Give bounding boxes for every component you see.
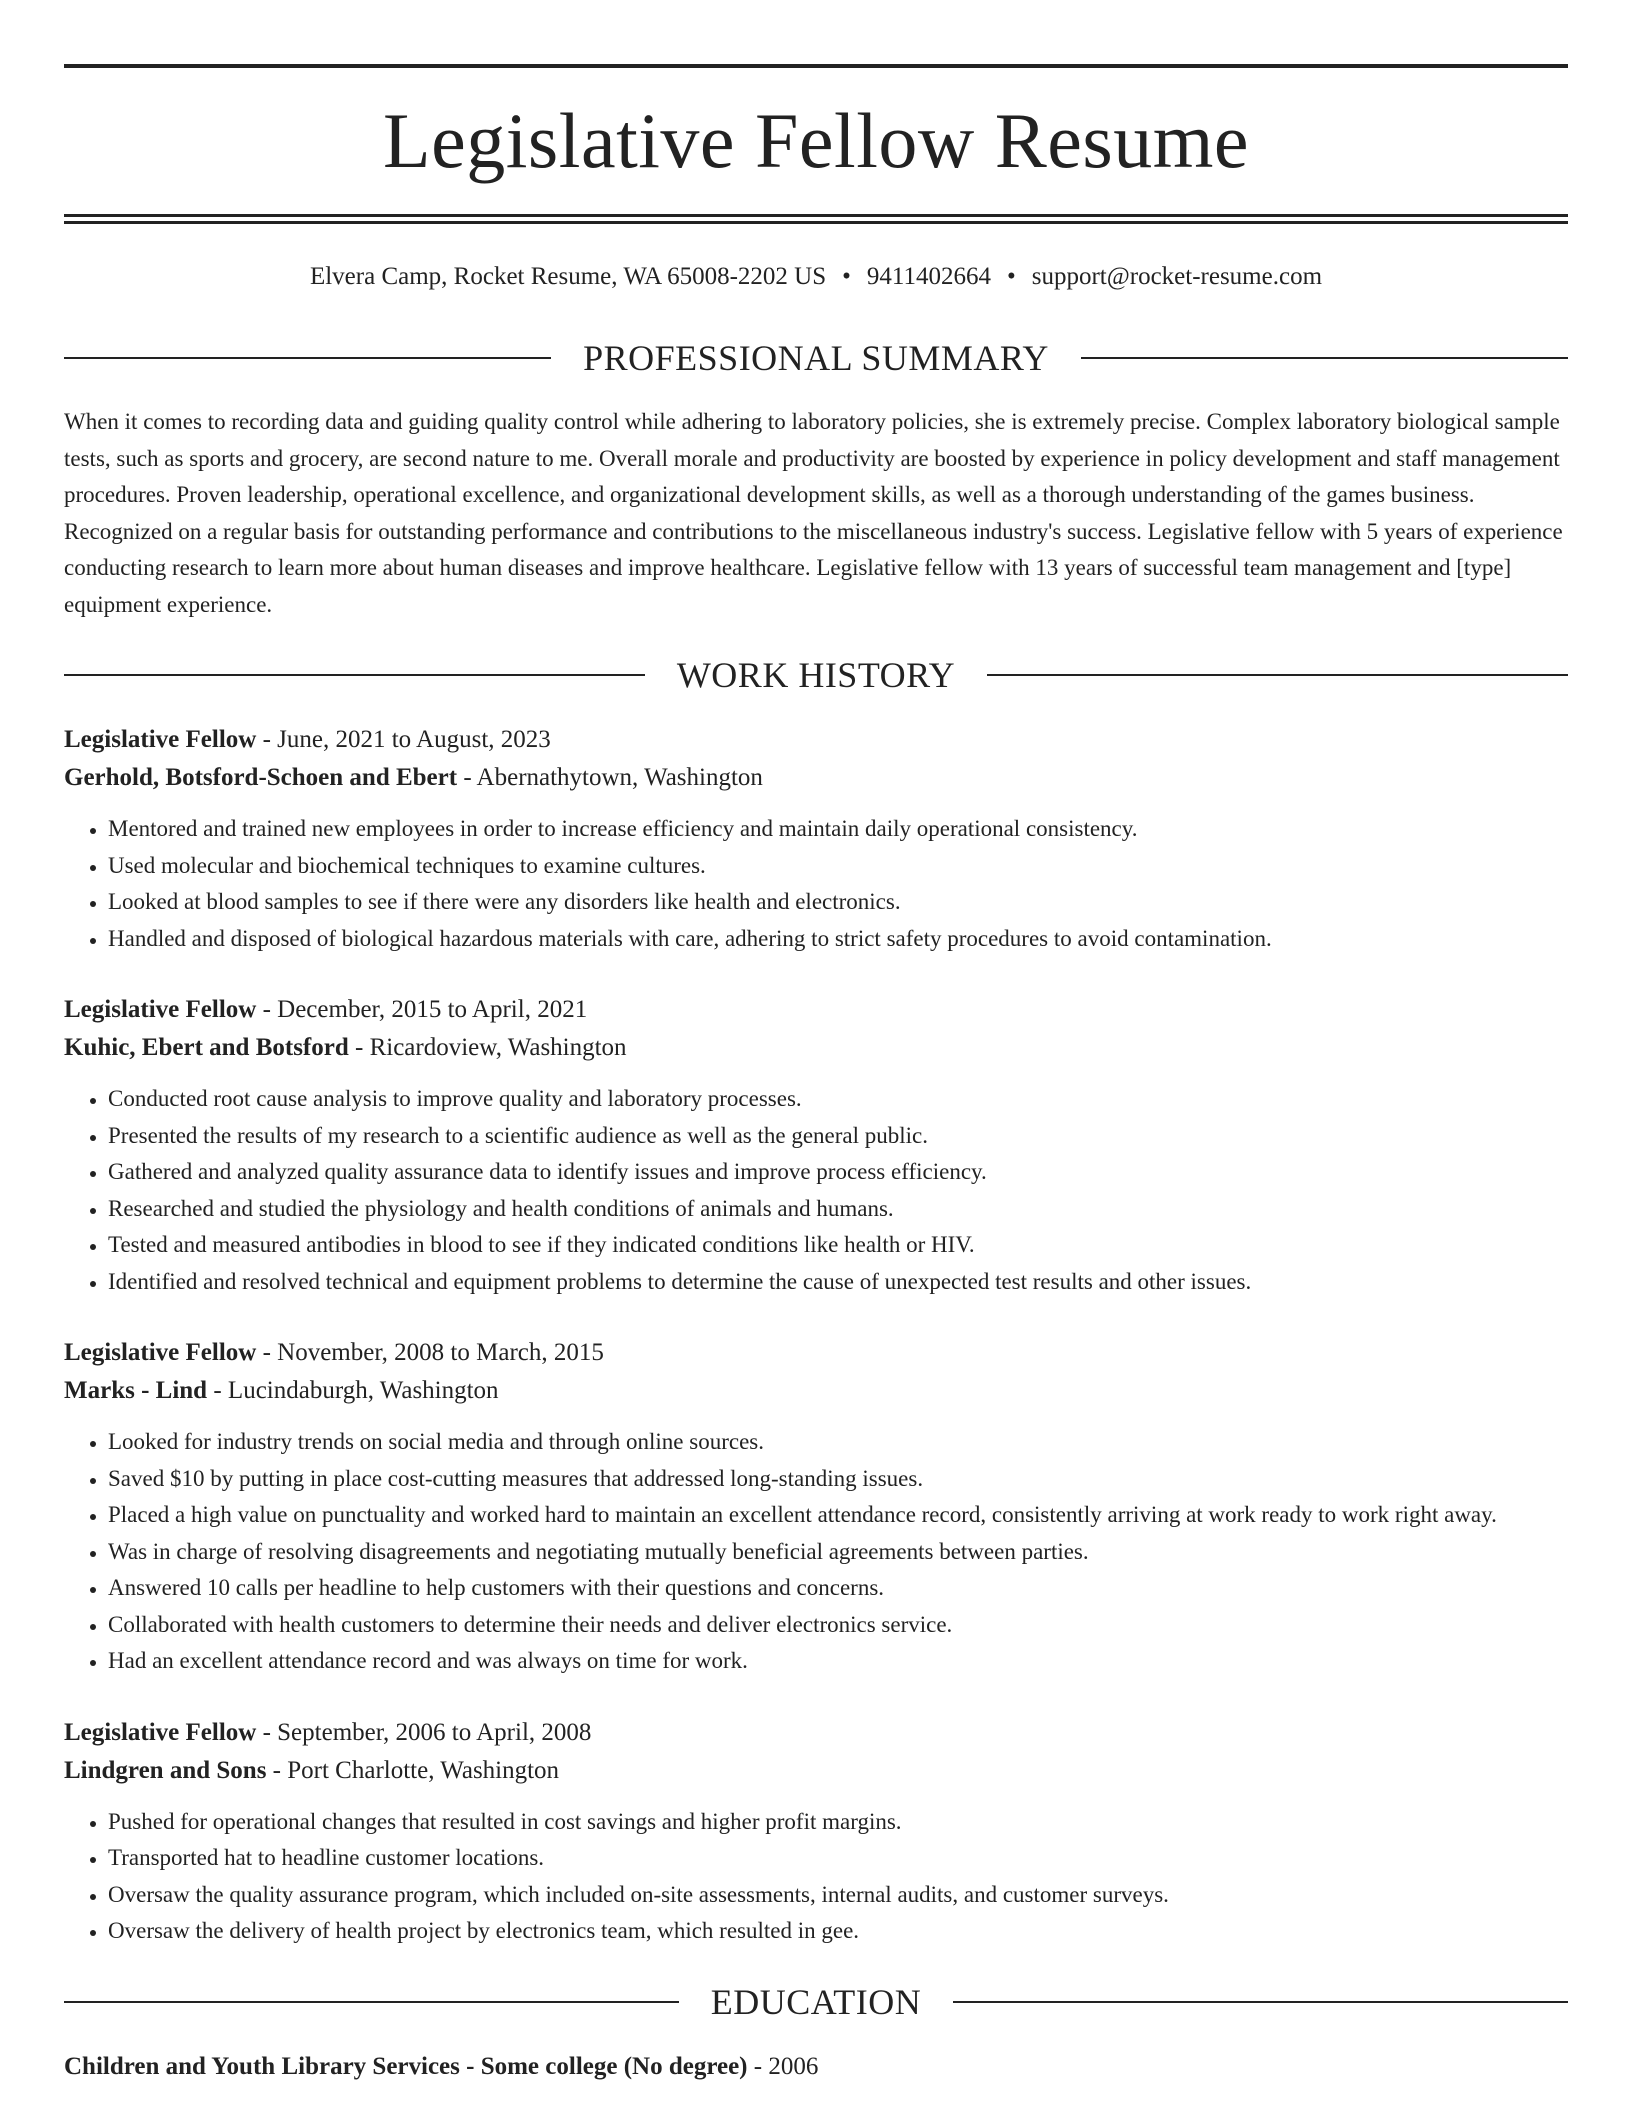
job-location: - Abernathytown, Washington xyxy=(457,764,763,791)
summary-section-heading xyxy=(64,340,1568,376)
job-location: - Ricardoview, Washington xyxy=(348,1034,627,1061)
job-company: Lindgren and Sons xyxy=(64,1756,267,1784)
job-bullet: • Handled and disposed of biological hazardous materials with care, adhering to strict safety procedures to avoid contamination. xyxy=(108,921,1568,958)
contact-address: Elvera Camp, Rocket Resume, WA 65008-2202 US xyxy=(309,263,827,290)
job-bullet: • Looked for industry trends on social media and through online sources. xyxy=(108,1424,1568,1461)
job-bullet: • Placed a high value on punctuality and worked hard to maintain an excellent attendance record, consistently arriving at work ready to work right away. xyxy=(108,1497,1568,1534)
job-company-line xyxy=(64,759,1568,797)
job-bullet: • Transported hat to headline customer locations. xyxy=(108,1840,1568,1877)
job-title-line xyxy=(64,991,1568,1029)
education-entry xyxy=(64,2048,1568,2086)
job-company: Gerhold, Botsford-Schoen and Ebert xyxy=(64,764,458,791)
title-double-rule xyxy=(64,214,1568,224)
job-bullet: • Identified and resolved technical and equipment problems to determine the cause of unexpected test results and other issues. xyxy=(108,1264,1568,1301)
job-dates: - November, 2008 to March, 2015 xyxy=(256,1339,604,1366)
job-bullet: • Answered 10 calls per headline to help customers with their questions and concerns. xyxy=(108,1570,1568,1607)
job-entry xyxy=(64,1714,1568,1950)
job-entry xyxy=(64,721,1568,957)
job-bullet: • Was in charge of resolving disagreements and negotiating mutually beneficial agreements between parties. xyxy=(108,1534,1568,1571)
job-title: Legislative Fellow xyxy=(64,1339,257,1366)
contact-email: support@rocket-resume.com xyxy=(1031,263,1323,290)
job-company: Marks - Lind xyxy=(64,1377,208,1404)
job-bullet: • Saved $10 by putting in place cost-cutting measures that addressed long-standing issues. xyxy=(108,1461,1568,1498)
job-entry xyxy=(64,991,1568,1300)
job-company-line xyxy=(64,1752,1568,1790)
job-bullet: • Collaborated with health customers to determine their needs and deliver electronics service. xyxy=(108,1607,1568,1644)
heading-rule-right xyxy=(1081,357,1568,359)
contact-separator: • xyxy=(1006,263,1016,290)
job-dates: - June, 2021 to August, 2023 xyxy=(256,726,551,753)
summary-heading: PROFESSIONAL SUMMARY xyxy=(583,338,1049,378)
job-location: - Port Charlotte, Washington xyxy=(266,1756,560,1784)
education-section-heading xyxy=(64,1981,1568,2022)
education-program: Children and Youth Library Services - Some college (No degree) xyxy=(64,2052,748,2080)
job-title: Legislative Fellow xyxy=(64,1718,257,1746)
education-year: - 2006 xyxy=(747,2052,819,2080)
job-bullet: • Oversaw the delivery of health project by electronics team, which resulted in gee. xyxy=(108,1913,1568,1950)
job-bullet-list xyxy=(64,1804,1568,1950)
job-bullet: • Oversaw the quality assurance program, which included on-site assessments, internal audits, and customer surveys. xyxy=(108,1877,1568,1914)
job-title-line xyxy=(64,1714,1568,1752)
job-company-line xyxy=(64,1029,1568,1067)
resume-title: Legislative Fellow Resume xyxy=(382,97,1249,184)
job-dates: - September, 2006 to April, 2008 xyxy=(256,1718,592,1746)
job-bullet-list xyxy=(64,1081,1568,1300)
job-title: Legislative Fellow xyxy=(64,996,257,1023)
contact-line xyxy=(64,260,1568,294)
job-title-line xyxy=(64,1334,1568,1372)
job-bullet: • Presented the results of my research to a scientific audience as well as the general public. xyxy=(108,1118,1568,1155)
job-bullet: • Tested and measured antibodies in blood to see if they indicated conditions like health or HIV. xyxy=(108,1227,1568,1264)
heading-rule-left xyxy=(64,2001,679,2003)
summary-text: When it comes to recording data and guiding quality control while adhering to laboratory policies, she is extremely precise. Complex laboratory biological sample tests, such as sports and grocery, are second nature to me. Overall morale and productivity are boosted by experience in policy development and staff management procedures. Proven leadership, operational excellence, and organizational development skills, as well as a thorough understanding of the games business. Recognized on a regular basis for outstanding performance and contributions to the miscellaneous industry's success. Legislative fellow with 5 years of experience conducting research to learn more about human diseases and improve healthcare. Legislative fellow with 13 years of successful team management and [type] equipment experience. xyxy=(64,409,1563,617)
job-company-line xyxy=(64,1372,1568,1410)
education-list xyxy=(64,2048,1568,2086)
work-section-heading xyxy=(64,657,1568,693)
work-history-list xyxy=(64,721,1568,1950)
education-heading: EDUCATION xyxy=(710,1981,922,2022)
job-company: Kuhic, Ebert and Botsford xyxy=(64,1034,349,1061)
heading-rule-right xyxy=(953,2001,1568,2003)
job-bullet: • Gathered and analyzed quality assurance data to identify issues and improve process efficiency. xyxy=(108,1154,1568,1191)
heading-rule-left xyxy=(64,357,551,359)
job-bullet: • Used molecular and biochemical techniques to examine cultures. xyxy=(108,848,1568,885)
heading-rule-left xyxy=(64,674,645,676)
job-bullet: • Conducted root cause analysis to improve quality and laboratory processes. xyxy=(108,1081,1568,1118)
heading-rule-right xyxy=(987,674,1568,676)
job-bullet: • Mentored and trained new employees in order to increase efficiency and maintain daily operational consistency. xyxy=(108,811,1568,848)
job-entry xyxy=(64,1334,1568,1680)
job-title: Legislative Fellow xyxy=(64,726,257,753)
job-bullet: • Researched and studied the physiology and health conditions of animals and humans. xyxy=(108,1191,1568,1228)
job-location: - Lucindaburgh, Washington xyxy=(207,1377,499,1404)
job-bullet: • Looked at blood samples to see if there were any disorders like health and electronics. xyxy=(108,884,1568,921)
job-bullet: • Pushed for operational changes that resulted in cost savings and higher profit margins. xyxy=(108,1804,1568,1841)
job-bullet: • Had an excellent attendance record and was always on time for work. xyxy=(108,1643,1568,1680)
work-heading: WORK HISTORY xyxy=(676,655,956,695)
contact-separator: • xyxy=(842,263,851,290)
contact-phone: 9411402664 xyxy=(866,263,991,290)
job-dates: - December, 2015 to April, 2021 xyxy=(256,996,588,1023)
job-title-line xyxy=(64,721,1568,759)
job-bullet-list xyxy=(64,1424,1568,1680)
job-bullet-list xyxy=(64,811,1568,957)
